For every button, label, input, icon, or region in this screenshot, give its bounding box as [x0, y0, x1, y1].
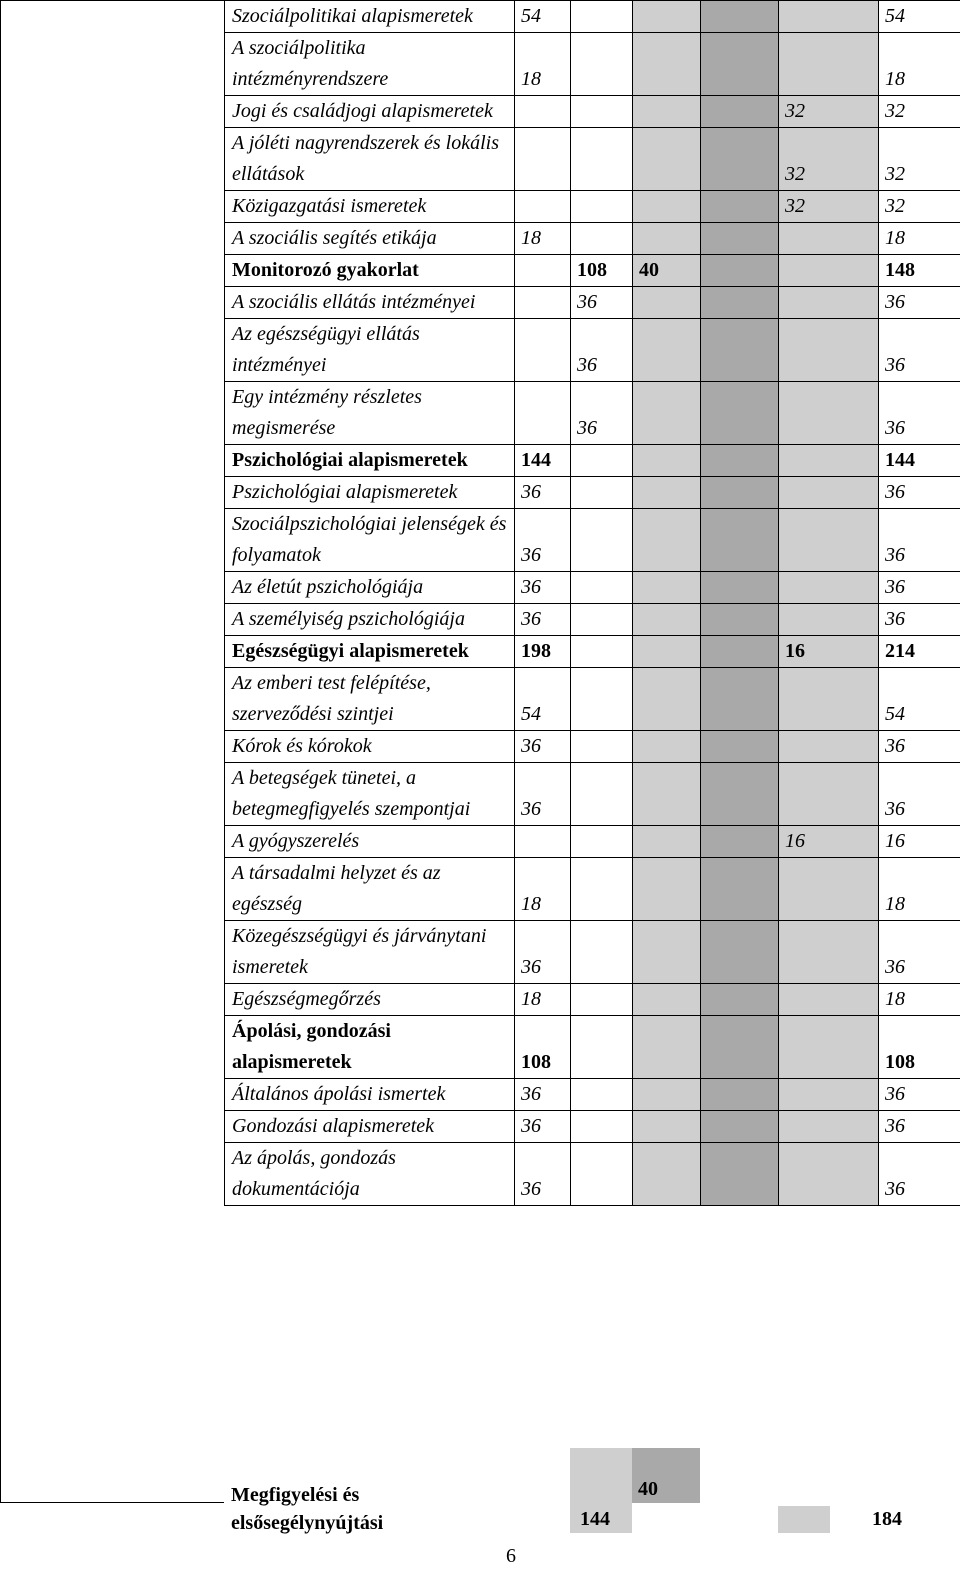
hours-col3 [633, 668, 701, 731]
hours-col2 [571, 1, 633, 33]
hours-total: 36 [879, 1111, 960, 1143]
hours-col4 [701, 921, 779, 984]
hours-col1: 144 [515, 445, 571, 477]
hours-total: 36 [879, 382, 960, 445]
name: Az ápolás, gondozás dokumentációja [225, 1143, 515, 1206]
hours-total: 32 [879, 96, 960, 128]
hours-col5 [779, 1, 879, 33]
hours-total: 36 [879, 509, 960, 572]
hours-col5 [779, 572, 879, 604]
hours-col5: 32 [779, 128, 879, 191]
name: Általános ápolási ismertek [225, 1079, 515, 1111]
hours-col4 [701, 255, 779, 287]
hours-col3 [633, 477, 701, 509]
hours-total: 32 [879, 128, 960, 191]
hours-col2 [571, 572, 633, 604]
hours-col3 [633, 636, 701, 668]
hours-col3 [633, 1111, 701, 1143]
hours-col3 [633, 604, 701, 636]
hours-col4 [701, 191, 779, 223]
hours-col3 [633, 763, 701, 826]
hours-col1: 54 [515, 1, 571, 33]
hours-total: 214 [879, 636, 960, 668]
hours-col4 [701, 636, 779, 668]
hours-col5 [779, 858, 879, 921]
name: A betegségek tünetei, a betegmegfigyelés szempontjai [225, 763, 515, 826]
name: Az egészségügyi ellátás intézményei [225, 319, 515, 382]
name: Egy intézmény részletes megismerése [225, 382, 515, 445]
hours-col5 [779, 1079, 879, 1111]
hours-col3 [633, 319, 701, 382]
footer-shade-col6 [778, 1506, 830, 1533]
hours-total: 36 [879, 604, 960, 636]
hours-col4 [701, 223, 779, 255]
hours-col3 [633, 445, 701, 477]
hours-col1: 36 [515, 921, 571, 984]
hours-col1 [515, 128, 571, 191]
hours-col4 [701, 96, 779, 128]
table-row [225, 319, 960, 382]
hours-col3 [633, 33, 701, 96]
hours-col3 [633, 921, 701, 984]
hours-col5 [779, 763, 879, 826]
hours-col1: 36 [515, 763, 571, 826]
table-row [225, 255, 960, 287]
hours-col2 [571, 604, 633, 636]
hours-col1: 54 [515, 668, 571, 731]
hours-col2 [571, 636, 633, 668]
table-row [225, 477, 960, 509]
hours-col4 [701, 319, 779, 382]
hours-col1: 18 [515, 223, 571, 255]
hours-col5 [779, 509, 879, 572]
hours-col1 [515, 96, 571, 128]
hours-total: 108 [879, 1016, 960, 1079]
hours-col5 [779, 921, 879, 984]
hours-total: 36 [879, 1143, 960, 1206]
hours-total: 144 [879, 445, 960, 477]
hours-col4 [701, 1111, 779, 1143]
hours-col4 [701, 509, 779, 572]
footer-c3: 40 [638, 1478, 658, 1500]
hours-col4 [701, 858, 779, 921]
name: Egészségmegőrzés [225, 984, 515, 1016]
hours-col3 [633, 572, 701, 604]
hours-col2 [571, 477, 633, 509]
table-row [225, 604, 960, 636]
name: Pszichológiai alapismeretek [225, 445, 515, 477]
hours-col3 [633, 1, 701, 33]
hours-total: 18 [879, 33, 960, 96]
hours-col4 [701, 1016, 779, 1079]
hours-col3 [633, 858, 701, 921]
hours-col3 [633, 128, 701, 191]
page-number: 6 [506, 1545, 516, 1567]
name: Kórok és kórokok [225, 731, 515, 763]
hours-col2 [571, 96, 633, 128]
table-row [225, 33, 960, 96]
table-row [225, 984, 960, 1016]
hours-total: 36 [879, 319, 960, 382]
hours-col3 [633, 287, 701, 319]
hours-col3 [633, 191, 701, 223]
hours-total: 148 [879, 255, 960, 287]
table-row [225, 1079, 960, 1111]
hours-col4 [701, 1079, 779, 1111]
table-row [225, 763, 960, 826]
hours-col1: 18 [515, 858, 571, 921]
hours-col4 [701, 572, 779, 604]
name: A gyógyszerelés [225, 826, 515, 858]
table-row [225, 858, 960, 921]
hours-col1: 36 [515, 1143, 571, 1206]
name: A szociális segítés etikája [225, 223, 515, 255]
hours-col3 [633, 96, 701, 128]
hours-col5: 32 [779, 191, 879, 223]
hours-col3 [633, 826, 701, 858]
name: Szociálpolitikai alapismeretek [225, 1, 515, 33]
table-row [225, 445, 960, 477]
footer-total: 184 [872, 1508, 902, 1530]
hours-col5 [779, 445, 879, 477]
hours-col2 [571, 509, 633, 572]
name: A személyiség pszichológiája [225, 604, 515, 636]
name: Jogi és családjogi alapismeretek [225, 96, 515, 128]
hours-col1 [515, 319, 571, 382]
name: Ápolási, gondozási alapismeretek [225, 1016, 515, 1079]
hours-total: 32 [879, 191, 960, 223]
hours-col1: 18 [515, 33, 571, 96]
hours-col5 [779, 223, 879, 255]
hours-col2 [571, 33, 633, 96]
hours-total: 36 [879, 763, 960, 826]
hours-total: 36 [879, 572, 960, 604]
curriculum-table [224, 0, 960, 1206]
hours-total: 18 [879, 858, 960, 921]
hours-total: 36 [879, 477, 960, 509]
name: Pszichológiai alapismeretek [225, 477, 515, 509]
hours-col5 [779, 604, 879, 636]
hours-col2 [571, 921, 633, 984]
hours-total: 54 [879, 668, 960, 731]
hours-col1: 18 [515, 984, 571, 1016]
table-row [225, 287, 960, 319]
hours-col1: 108 [515, 1016, 571, 1079]
hours-col2 [571, 763, 633, 826]
hours-total: 54 [879, 1, 960, 33]
hours-col5 [779, 382, 879, 445]
footer-label: Megfigyelési és elsősegélynyújtási [231, 1484, 384, 1534]
hours-col1 [515, 826, 571, 858]
table-row [225, 1, 960, 33]
hours-col1: 36 [515, 572, 571, 604]
name: A szociális ellátás intézményei [225, 287, 515, 319]
table-row [225, 191, 960, 223]
name: Egészségügyi alapismeretek [225, 636, 515, 668]
name: Gondozási alapismeretek [225, 1111, 515, 1143]
hours-col3 [633, 1143, 701, 1206]
table-row [225, 731, 960, 763]
table-row [225, 382, 960, 445]
hours-total: 16 [879, 826, 960, 858]
table-row [225, 826, 960, 858]
table-row [225, 1143, 960, 1206]
table-row [225, 668, 960, 731]
hours-col2 [571, 984, 633, 1016]
name: A társadalmi helyzet és az egészség [225, 858, 515, 921]
hours-col2: 36 [571, 319, 633, 382]
hours-col2: 36 [571, 382, 633, 445]
hours-col5 [779, 33, 879, 96]
hours-col2 [571, 1079, 633, 1111]
hours-col5: 32 [779, 96, 879, 128]
hours-col4 [701, 1, 779, 33]
hours-total: 18 [879, 984, 960, 1016]
hours-total: 36 [879, 921, 960, 984]
name: Monitorozó gyakorlat [225, 255, 515, 287]
hours-col2 [571, 128, 633, 191]
hours-col1: 36 [515, 1111, 571, 1143]
hours-col1: 36 [515, 509, 571, 572]
name: A szociálpolitika intézményrendszere [225, 33, 515, 96]
hours-col4 [701, 477, 779, 509]
hours-col1: 198 [515, 636, 571, 668]
hours-col3 [633, 1079, 701, 1111]
hours-total: 36 [879, 287, 960, 319]
hours-col2 [571, 731, 633, 763]
hours-col3 [633, 731, 701, 763]
hours-col5 [779, 731, 879, 763]
hours-col3 [633, 1016, 701, 1079]
footer-row [224, 1448, 960, 1533]
name: A jóléti nagyrendszerek és lokális ellátások [225, 128, 515, 191]
footer-c2: 144 [580, 1508, 610, 1530]
hours-col5: 16 [779, 826, 879, 858]
table-row [225, 223, 960, 255]
hours-col4 [701, 668, 779, 731]
hours-col5: 16 [779, 636, 879, 668]
table-row [225, 1111, 960, 1143]
hours-col4 [701, 984, 779, 1016]
hours-col1: 36 [515, 1079, 571, 1111]
table-row [225, 572, 960, 604]
name: Az életút pszichológiája [225, 572, 515, 604]
hours-col5 [779, 984, 879, 1016]
name: Az emberi test felépítése, szerveződési szintjei [225, 668, 515, 731]
left-margin-column [0, 0, 224, 1503]
table-row [225, 1016, 960, 1079]
name: Közegészségügyi és járványtani ismeretek [225, 921, 515, 984]
name: Szociálpszichológiai jelenségek és folyamatok [225, 509, 515, 572]
hours-col2 [571, 191, 633, 223]
hours-total: 36 [879, 1079, 960, 1111]
hours-col5 [779, 255, 879, 287]
hours-col1 [515, 255, 571, 287]
hours-col5 [779, 1143, 879, 1206]
hours-col4 [701, 1143, 779, 1206]
hours-col4 [701, 382, 779, 445]
hours-col2 [571, 1143, 633, 1206]
hours-col3: 40 [633, 255, 701, 287]
hours-col2 [571, 858, 633, 921]
hours-total: 36 [879, 731, 960, 763]
hours-col4 [701, 763, 779, 826]
name: Közigazgatási ismeretek [225, 191, 515, 223]
hours-col4 [701, 731, 779, 763]
hours-col1 [515, 382, 571, 445]
hours-col4 [701, 128, 779, 191]
hours-col2: 36 [571, 287, 633, 319]
table-row [225, 509, 960, 572]
hours-col5 [779, 668, 879, 731]
hours-col2 [571, 826, 633, 858]
hours-col4 [701, 604, 779, 636]
hours-col5 [779, 1016, 879, 1079]
hours-col5 [779, 319, 879, 382]
hours-total: 18 [879, 223, 960, 255]
table-row [225, 128, 960, 191]
hours-col2 [571, 223, 633, 255]
table-row [225, 96, 960, 128]
hours-col2 [571, 445, 633, 477]
hours-col5 [779, 477, 879, 509]
hours-col2: 108 [571, 255, 633, 287]
hours-col1: 36 [515, 604, 571, 636]
hours-col4 [701, 445, 779, 477]
table-row [225, 921, 960, 984]
hours-col4 [701, 287, 779, 319]
hours-col4 [701, 826, 779, 858]
hours-col2 [571, 1111, 633, 1143]
hours-col3 [633, 223, 701, 255]
hours-col1: 36 [515, 731, 571, 763]
hours-col4 [701, 33, 779, 96]
hours-col2 [571, 1016, 633, 1079]
hours-col3 [633, 984, 701, 1016]
hours-col5 [779, 287, 879, 319]
hours-col1 [515, 287, 571, 319]
hours-col2 [571, 668, 633, 731]
hours-col5 [779, 1111, 879, 1143]
table-row [225, 636, 960, 668]
hours-col1 [515, 191, 571, 223]
hours-col3 [633, 382, 701, 445]
hours-col1: 36 [515, 477, 571, 509]
hours-col3 [633, 509, 701, 572]
